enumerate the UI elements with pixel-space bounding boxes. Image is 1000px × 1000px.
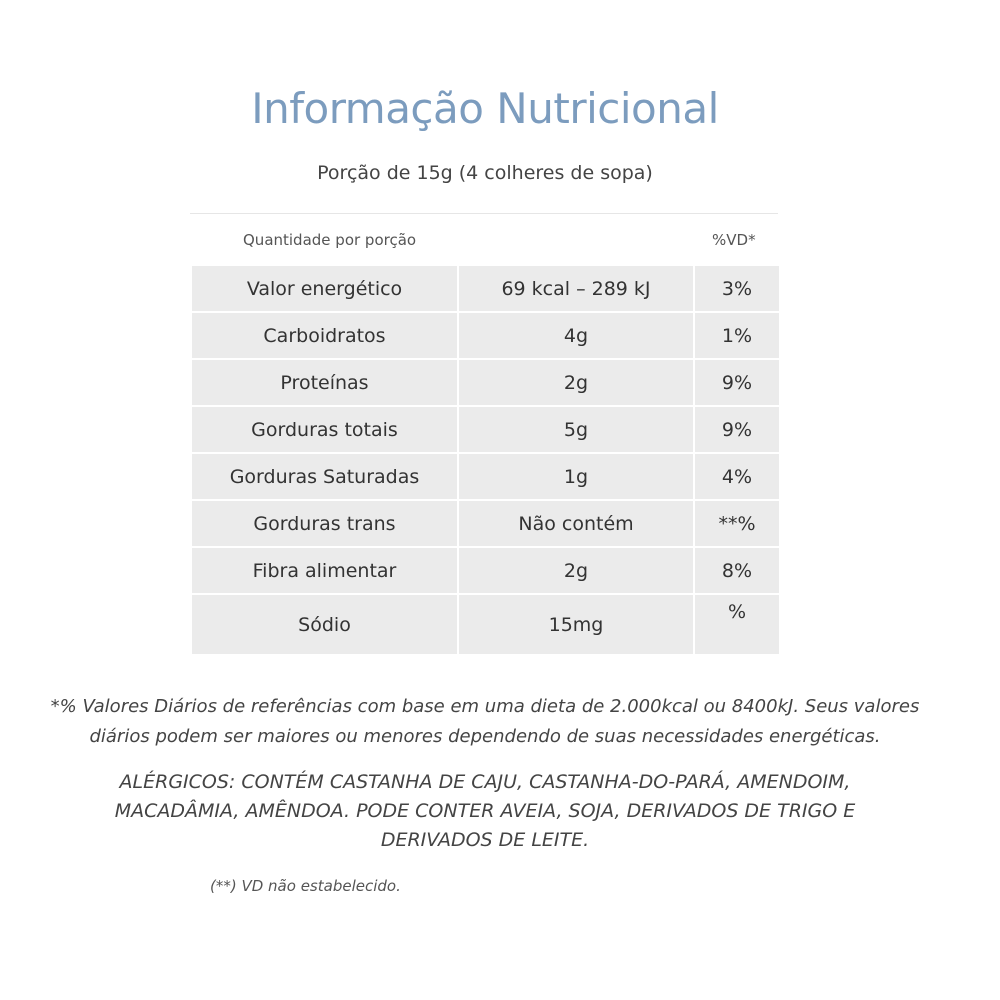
nutrient-amount: 15mg: [458, 594, 694, 655]
allergen-line: MACADÂMIA, AMÊNDOA. PODE CONTER AVEIA, SOJA, DERIVADOS DE TRIGO E: [114, 800, 856, 822]
table-row: [191, 312, 780, 359]
footnote-line: *% Valores Diários de referências com base em uma dieta de 2.000kcal ou 8400kJ. Seus valores: [50, 696, 920, 717]
nutrient-name: Valor energético: [191, 265, 458, 312]
allergen-line: DERIVADOS DE LEITE.: [380, 829, 590, 851]
nutrient-amount: 2g: [458, 359, 694, 406]
nutrient-vd: 8%: [694, 547, 780, 594]
portion-size: Porção de 15g (4 colheres de sopa): [317, 162, 653, 184]
nutrient-vd: 3%: [694, 265, 780, 312]
footnote-line: diários podem ser maiores ou menores dependendo de suas necessidades energéticas.: [89, 726, 881, 747]
nutrient-name: Gorduras totais: [191, 406, 458, 453]
vd-not-established-note: (**) VD não estabelecido.: [210, 877, 401, 895]
nutrient-name: Gorduras trans: [191, 500, 458, 547]
nutrient-name: Gorduras Saturadas: [191, 453, 458, 500]
nutrient-name: Fibra alimentar: [191, 547, 458, 594]
table-row: [191, 547, 780, 594]
daily-value-footnote: [0, 692, 970, 752]
nutrient-name: Carboidratos: [191, 312, 458, 359]
table-row: [191, 594, 780, 655]
table-row: [191, 453, 780, 500]
nutrient-amount: 1g: [458, 453, 694, 500]
table-header: [190, 228, 778, 256]
page-title: Informação Nutricional: [251, 84, 719, 133]
nutrient-amount: 5g: [458, 406, 694, 453]
nutrient-amount: Não contém: [458, 500, 694, 547]
table-row: [191, 359, 780, 406]
table-row: [191, 406, 780, 453]
nutrient-amount: 2g: [458, 547, 694, 594]
nutrient-vd: 4%: [694, 453, 780, 500]
nutrient-vd: **%: [694, 500, 780, 547]
nutrient-amount: 69 kcal – 289 kJ: [458, 265, 694, 312]
nutrient-vd: 9%: [694, 359, 780, 406]
nutrient-amount: 4g: [458, 312, 694, 359]
nutrient-vd: 1%: [694, 312, 780, 359]
nutrition-table: [190, 264, 781, 656]
header-divider: [190, 213, 778, 214]
allergen-warning: [0, 768, 970, 855]
nutrient-vd: 9%: [694, 406, 780, 453]
table-row: [191, 265, 780, 312]
quantity-per-portion-label: Quantidade por porção: [243, 231, 417, 249]
table-row: [191, 500, 780, 547]
daily-value-label: %VD*: [712, 231, 756, 249]
allergen-line: ALÉRGICOS: CONTÉM CASTANHA DE CAJU, CASTANHA-DO-PARÁ, AMENDOIM,: [119, 771, 851, 793]
nutrient-name: Proteínas: [191, 359, 458, 406]
nutrient-vd: %: [694, 594, 780, 655]
nutrient-name: Sódio: [191, 594, 458, 655]
